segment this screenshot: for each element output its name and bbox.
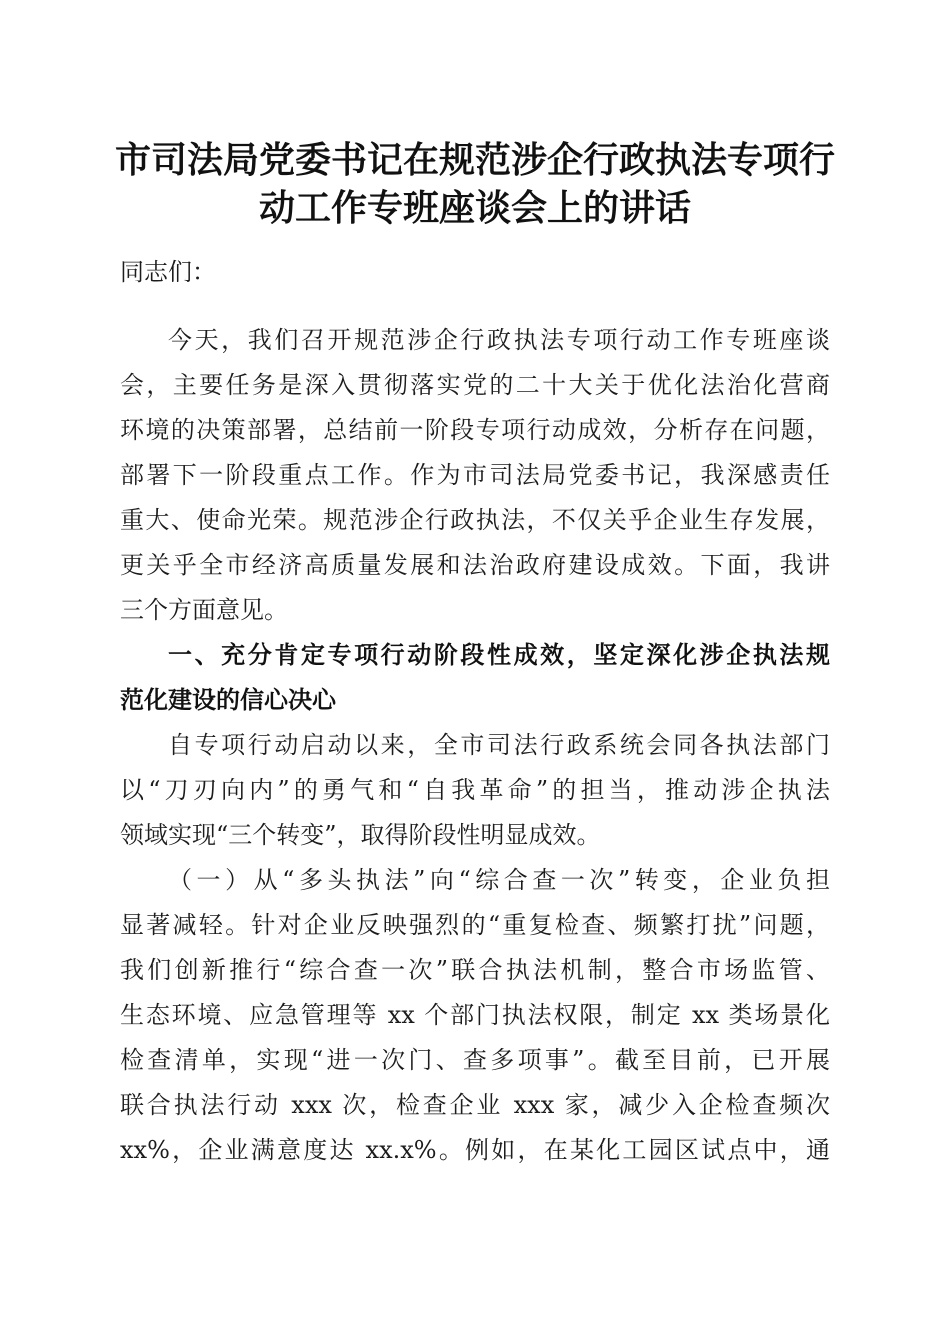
paragraph-1-line: 部署下一阶段重点工作。作为市司法局党委书记，我深感责任 [120,461,830,489]
paragraph-3-line: （一）从“多头执法”向“综合查一次”转变，企业负担 [168,866,830,894]
section-heading-line: 一、充分肯定专项行动阶段性成效，坚定深化涉企执法规 [168,641,830,669]
paragraph-2-line: 自专项行动启动以来，全市司法行政系统会同各执法部门 [168,731,830,759]
document-title-line-1: 市司法局党委书记在规范涉企行政执法专项行 [114,139,835,181]
paragraph-1-line: 重大、使命光荣。规范涉企行政执法，不仅关乎企业生存发展， [120,506,830,534]
salutation: 同志们： [120,258,216,286]
paragraph-1-line: 三个方面意见。 [120,596,288,624]
paragraph-3-line: 检查清单，实现“进一次门、查多项事”。截至目前，已开展 [120,1046,830,1074]
paragraph-3-line: 联合执法行动 xxx 次，检查企业 xxx 家，减少入企检查频次 [120,1091,830,1119]
paragraph-3-line: 显著减轻。针对企业反映强烈的“重复检查、频繁打扰”问题， [120,911,830,939]
paragraph-2-line: 以“刀刃向内”的勇气和“自我革命”的担当，推动涉企执法 [120,776,830,804]
paragraph-1-line: 会，主要任务是深入贯彻落实党的二十大关于优化法治化营商 [120,371,830,399]
paragraph-3-line: xx%，企业满意度达 xx.x%。例如，在某化工园区试点中，通 [120,1136,830,1164]
paragraph-1-line: 今天，我们召开规范涉企行政执法专项行动工作专班座谈 [168,326,830,354]
section-heading-line: 范化建设的信心决心 [120,686,336,714]
paragraph-1-line: 环境的决策部署，总结前一阶段专项行动成效，分析存在问题， [120,416,830,444]
paragraph-3-line: 生态环境、应急管理等 xx 个部门执法权限，制定 xx 类场景化 [120,1001,830,1029]
paragraph-2-line: 领域实现“三个转变”，取得阶段性明显成效。 [120,821,601,849]
document-title-line-2: 动工作专班座谈会上的讲话 [258,187,691,229]
paragraph-1-line: 更关乎全市经济高质量发展和法治政府建设成效。下面，我讲 [120,551,830,579]
paragraph-3-line: 我们创新推行“综合查一次”联合执法机制，整合市场监管、 [120,956,830,984]
